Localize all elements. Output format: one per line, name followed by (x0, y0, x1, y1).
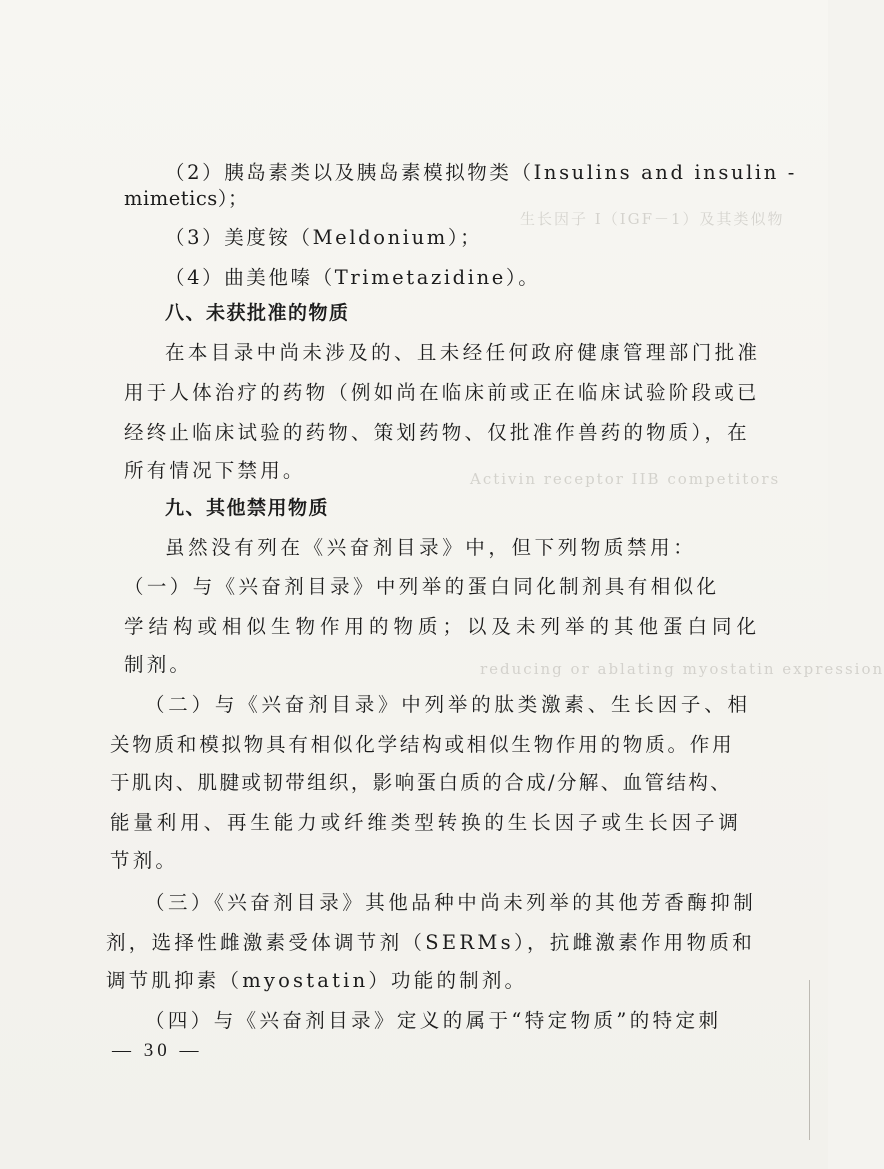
text-line: 在本目录中尚未涉及的、且未经任何政府健康管理部门批准 (165, 341, 761, 364)
text-line: 调节肌抑素（myostatin）功能的制剂。 (106, 969, 528, 992)
bleed-through-text: 生长因子 I（IGF－1）及其类似物 (520, 210, 785, 228)
text-line: （二）与《兴奋剂目录》中列举的肽类激素、生长因子、相 (145, 693, 751, 716)
text-line: 学结构或相似生物作用的物质；以及未列举的其他蛋白同化 (124, 615, 762, 638)
page-number: — 30 — (112, 1040, 203, 1061)
text-line: 于肌肉、肌腱或韧带组织，影响蛋白质的合成/分解、血管结构、 (110, 771, 733, 794)
text-line: 经终止临床试验的药物、策划药物、仅批准作兽药的物质），在 (124, 421, 750, 444)
text-line: （四）与《兴奋剂目录》定义的属于“特定物质”的特定刺 (145, 1009, 722, 1032)
page-edge-mark (809, 980, 810, 1140)
bleed-through-text: Activin receptor IIB competitors (470, 470, 781, 488)
text-line: 所有情况下禁用。 (124, 459, 306, 482)
text-line: mimetics）； (124, 187, 249, 210)
text-line: 关物质和模拟物具有相似化学结构或相似生物作用的物质。作用 (110, 733, 735, 756)
bleed-through-text: reducing or ablating myostatin expression (480, 660, 884, 678)
text-line: （一）与《兴奋剂目录》中列举的蛋白同化制剂具有相似化 (124, 575, 720, 598)
text-line: 制剂。 (124, 653, 193, 676)
section-heading: 八、未获批准的物质 (165, 302, 350, 324)
text-line: （4）曲美他嗪（Trimetazidine）。 (165, 266, 541, 289)
section-heading: 九、其他禁用物质 (165, 497, 330, 519)
text-line: 剂，选择性雌激素受体调节剂（SERMs），抗雌激素作用物质和 (106, 931, 755, 954)
text-line: （三）《兴奋剂目录》其他品种中尚未列举的其他芳香酶抑制 (145, 891, 757, 914)
text-line: 节剂。 (110, 849, 179, 872)
text-line: （2）胰岛素类以及胰岛素模拟物类（Insulins and insulin - (165, 161, 797, 184)
text-line: 虽然没有列在《兴奋剂目录》中，但下列物质禁用： (165, 536, 697, 559)
text-line: 用于人体治疗的药物（例如尚在临床前或正在临床试验阶段或已 (124, 381, 760, 404)
text-line: （3）美度铵（Meldonium）； (165, 226, 483, 249)
text-line: 能量利用、再生能力或纤维类型转换的生长因子或生长因子调 (110, 811, 742, 834)
